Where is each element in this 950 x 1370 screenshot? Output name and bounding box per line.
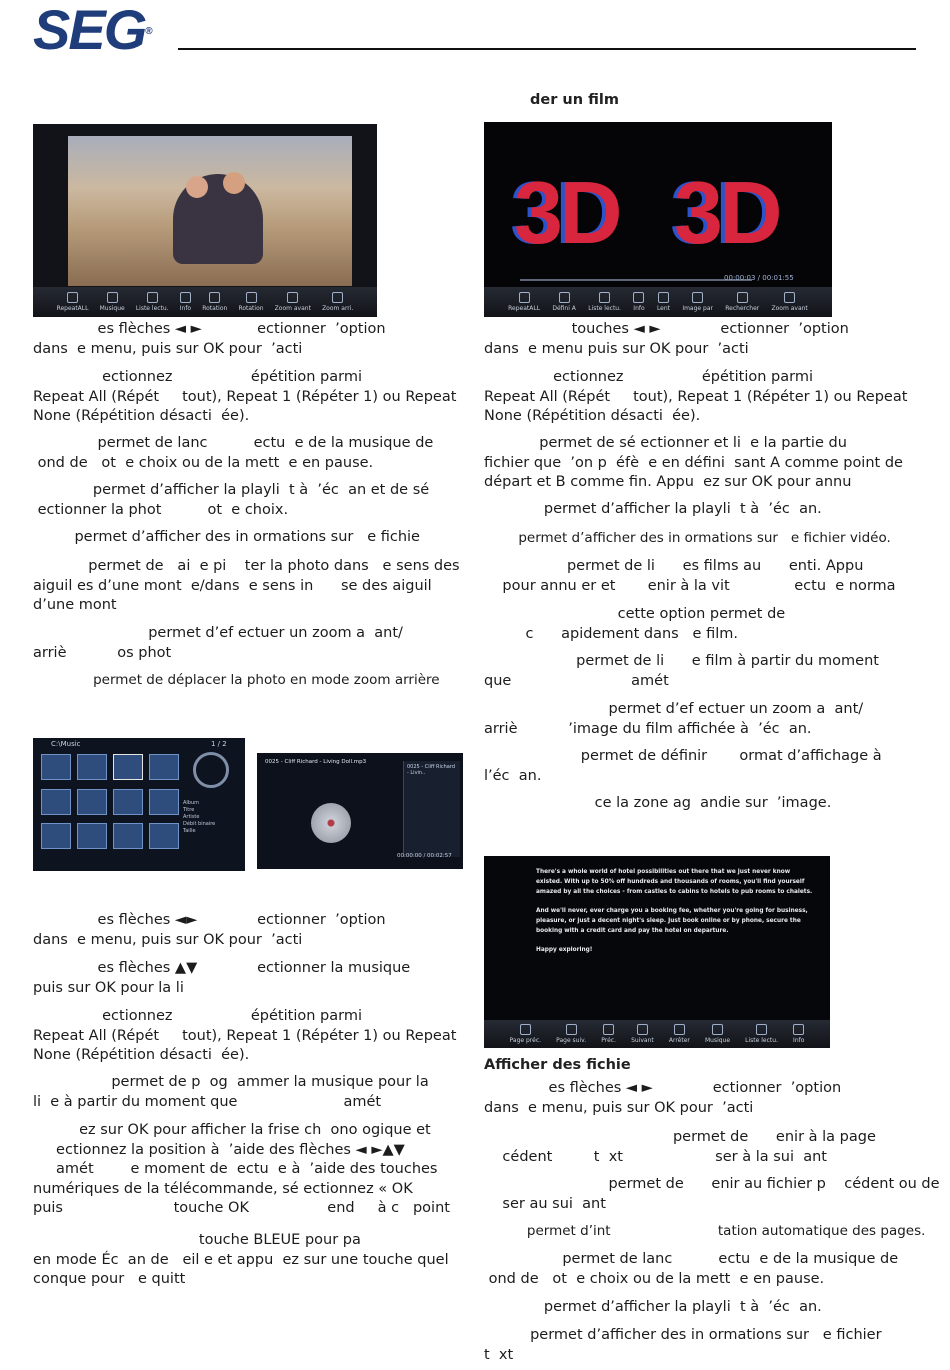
instruction-paragraph: es flèches ◄► ectionner ’option dans e menu, puis sur OK pour ’acti	[33, 912, 386, 948]
track-time: 00:00:00 / 00:02:57	[397, 853, 452, 859]
toolbar-icon	[519, 292, 530, 303]
video-toolbar	[484, 287, 832, 317]
toolbar-icon	[637, 1024, 648, 1035]
page-indicator: 1 / 2	[211, 740, 227, 748]
text-viewer-screenshot	[484, 856, 830, 1048]
instruction-paragraph: ez sur OK pour afficher la frise ch ono ogique et ectionnez la position à ’aide des flèches ◄ ►▲▼ amét e moment de ectu e à ’aide des touches numériques de la télécommande, sé ectionnez « OK puis touche OK end à c point	[33, 1122, 450, 1216]
instruction-paragraph: permet de p og ammer la musique pour la li e à partir du moment que amét	[33, 1074, 429, 1110]
toolbar-button[interactable]	[275, 292, 311, 313]
toolbar-button[interactable]	[57, 292, 89, 313]
toolbar-label: Image par	[682, 304, 713, 312]
instruction-paragraph: permet d’afficher la playli t à ’éc an.	[484, 1299, 822, 1315]
music-file-icon[interactable]	[77, 789, 107, 815]
toolbar-icon	[107, 292, 118, 303]
instruction-paragraph: permet d’ef ectuer un zoom a ant/ arriè ’image du film affichée à ’éc an.	[484, 701, 864, 737]
playlist-item[interactable]: 0025 - Cliff Richard - Livin..	[407, 764, 455, 776]
toolbar-icon	[147, 292, 158, 303]
text-line: There's a whole world of hotel possibilities out there that we just never know	[536, 869, 791, 875]
photo-toolbar	[33, 287, 377, 317]
toolbar-label: Musique	[99, 304, 125, 312]
instruction-paragraph: permet d’afficher des in ormations sur e fichier t xt	[484, 1327, 882, 1363]
toolbar-label: Défini A	[552, 304, 576, 312]
toolbar-icon	[180, 292, 191, 303]
toolbar-button[interactable]	[633, 292, 644, 313]
toolbar-label: Musique	[704, 1036, 731, 1044]
text-line: And we'll never, ever charge you a booking fee, whether you're going for business,	[536, 908, 808, 915]
toolbar-icon	[332, 292, 343, 303]
track-title: 0025 - Cliff Richard - Living Doll.mp3	[265, 759, 367, 765]
toolbar-label: Zoom avant	[771, 304, 808, 312]
toolbar-button[interactable]	[508, 292, 540, 313]
instruction-paragraph: permet de lanc ectu e de la musique de ond de ot e choix ou de la mett e en pause.	[488, 1251, 899, 1287]
desert-photo	[68, 136, 352, 286]
toolbar-icon	[784, 292, 795, 303]
music-grid	[41, 754, 181, 854]
instruction-paragraph: permet de li es films au enti. Appu pour annu er et enir à la vit ectu e norma	[502, 558, 896, 594]
toolbar-button[interactable]	[772, 292, 808, 313]
cd-icon	[311, 803, 351, 843]
video-time: 00:00:03 / 00:01:55	[724, 274, 794, 282]
toolbar-button[interactable]	[238, 292, 263, 313]
toolbar-button[interactable]	[510, 1024, 541, 1045]
instruction-paragraph: touches ◄ ► ectionner ’option dans e menu puis sur OK pour ’acti	[484, 321, 849, 357]
toolbar-icon	[737, 292, 748, 303]
music-file-icon[interactable]	[149, 823, 179, 849]
toolbar-button[interactable]	[657, 292, 670, 313]
music-browser-screenshot	[33, 738, 245, 871]
right-heading: der un film	[530, 92, 619, 108]
toolbar-button[interactable]	[705, 1024, 730, 1045]
toolbar-button[interactable]	[793, 1024, 804, 1045]
disc-icon	[193, 752, 229, 788]
instruction-paragraph: permet de li e film à partir du moment que amét	[484, 653, 879, 689]
toolbar-button[interactable]	[745, 1024, 778, 1045]
music-file-icon[interactable]	[41, 789, 71, 815]
instruction-paragraph: permet de sé ectionner et li e la partie du fichier que ’on p éfè e en défini sant A comme point de départ et B comme fin. Appu ez sur OK pour annu	[484, 435, 903, 490]
header-rule	[178, 48, 916, 50]
toolbar-label: Arrêter	[668, 1036, 690, 1044]
toolbar-label: RepeatALL	[508, 304, 541, 312]
music-file-icon[interactable]	[113, 789, 143, 815]
instruction-paragraph: permet de lanc ectu e de la musique de ond de ot e choix ou de la mett e en pause.	[37, 435, 434, 471]
toolbar-label: Lent	[656, 304, 671, 312]
playlist-panel	[403, 761, 460, 857]
toolbar-icon	[599, 292, 610, 303]
text-content	[536, 868, 812, 956]
toolbar-label: Info	[793, 1036, 805, 1044]
toolbar-icon	[712, 1024, 723, 1035]
toolbar-button[interactable]	[180, 292, 191, 313]
text-files-heading: Afficher des fichie	[484, 1057, 631, 1073]
3d-logo-right: 3D	[674, 163, 779, 262]
instruction-paragraph: ectionnez épétition parmi Repeat All (Répét tout), Repeat 1 (Répéter 1) ou Repeat None (Répétition désacti ée).	[33, 1008, 457, 1063]
video-progress-bar[interactable]	[520, 279, 752, 281]
instruction-paragraph: permet d’afficher la playli t à ’éc an et de sé ectionner la phot ot e choix.	[37, 482, 430, 518]
instruction-paragraph: permet de enir à la page cédent t xt ser à la sui ant	[502, 1129, 876, 1165]
toolbar-label: Rechercher	[725, 304, 760, 312]
toolbar-label: Préc.	[601, 1036, 616, 1044]
instruction-paragraph: permet d’afficher des in ormations sur e fichie	[33, 529, 420, 545]
instruction-paragraph: ectionnez épétition parmi Repeat All (Répét tout), Repeat 1 (Répéter 1) ou Repeat None (Répétition désacti ée).	[33, 369, 457, 424]
music-file-icon[interactable]	[77, 823, 107, 849]
toolbar-label: Page suiv.	[556, 1036, 587, 1044]
text-line: Happy exploring!	[536, 947, 593, 954]
instruction-paragraph: permet d’int tation automatique des pages.	[484, 1223, 926, 1239]
music-file-icon[interactable]	[149, 789, 179, 815]
toolbar-label: Liste lectu.	[135, 304, 169, 312]
text-line: existed. With up to 50% off hundreds and thousands of rooms, you'll find yourself	[536, 878, 805, 885]
toolbar-button[interactable]	[202, 292, 227, 313]
toolbar-icon	[658, 292, 669, 303]
toolbar-icon	[692, 292, 703, 303]
instruction-paragraph: ce la zone ag andie sur ’image.	[484, 795, 832, 811]
instruction-paragraph: permet de enir au fichier p cédent ou de ser au sui ant	[502, 1176, 940, 1212]
toolbar-label: Info	[633, 304, 645, 312]
toolbar-label: Info	[179, 304, 192, 312]
toolbar-icon	[559, 292, 570, 303]
toolbar-icon	[287, 292, 298, 303]
toolbar-button[interactable]	[725, 292, 759, 313]
folder-path: C:\Music	[51, 740, 81, 748]
toolbar-icon	[209, 292, 220, 303]
toolbar-label: Rotation	[202, 304, 228, 312]
instruction-paragraph: es flèches ▲▼ ectionner la musique puis sur OK pour la li	[33, 960, 411, 996]
instruction-paragraph: permet de ai e pi ter la photo dans e sens des aiguil es d’une mont e/dans e sens in se des aiguil d’une mont	[33, 558, 460, 613]
text-toolbar	[484, 1020, 830, 1048]
music-meta: Album Titre Artiste Débit binaire Taille	[183, 800, 216, 834]
toolbar-button[interactable]	[136, 292, 169, 313]
music-player-screenshot	[257, 753, 463, 869]
toolbar-button[interactable]	[100, 292, 125, 313]
music-file-icon[interactable]	[41, 754, 71, 780]
instruction-paragraph: permet d’afficher des in ormations sur e fichier vidéo.	[484, 530, 891, 546]
toolbar-button[interactable]	[556, 1024, 586, 1045]
toolbar-button[interactable]	[588, 292, 621, 313]
toolbar-button[interactable]	[669, 1024, 690, 1045]
instruction-paragraph: ectionnez épétition parmi Repeat All (Répét tout), Repeat 1 (Répéter 1) ou Repeat None (Répétition désacti ée).	[484, 369, 908, 424]
text-line: booking with a credit card and pay the hotel on departure.	[536, 927, 729, 934]
toolbar-icon	[520, 1024, 531, 1035]
music-file-icon[interactable]	[113, 823, 143, 849]
toolbar-label: Zoom avant	[274, 304, 311, 312]
text-line	[536, 937, 812, 947]
instruction-paragraph: touche BLEUE pour pa en mode Éc an de eil e et appu ez sur une touche quel conque pour e quitt	[33, 1232, 449, 1287]
toolbar-icon	[756, 1024, 767, 1035]
toolbar-label: Page préc.	[509, 1036, 542, 1044]
toolbar-icon	[674, 1024, 685, 1035]
toolbar-button[interactable]	[682, 292, 713, 313]
toolbar-label: Liste lectu.	[588, 304, 622, 312]
instruction-paragraph: permet d’afficher la playli t à ’éc an.	[484, 501, 822, 517]
toolbar-button[interactable]	[601, 1024, 616, 1045]
music-file-icon[interactable]	[149, 754, 179, 780]
toolbar-icon	[603, 1024, 614, 1035]
photo-viewer-screenshot	[33, 124, 377, 317]
toolbar-icon	[246, 292, 257, 303]
toolbar-icon	[633, 292, 644, 303]
video-player-screenshot	[484, 122, 832, 317]
music-file-icon[interactable]	[113, 754, 143, 780]
toolbar-label: Rotation	[238, 304, 264, 312]
toolbar-icon	[566, 1024, 577, 1035]
3d-logo-left: 3D	[514, 163, 619, 262]
toolbar-button[interactable]	[552, 292, 576, 313]
brand-logo: SEG®	[33, 0, 153, 61]
text-line	[536, 897, 812, 907]
toolbar-label: RepeatALL	[56, 304, 89, 312]
toolbar-icon	[67, 292, 78, 303]
toolbar-icon	[793, 1024, 804, 1035]
instruction-paragraph: permet d’ef ectuer un zoom a ant/ arriè os phot	[33, 625, 403, 661]
toolbar-button[interactable]	[631, 1024, 654, 1045]
toolbar-label: Suivant	[631, 1036, 654, 1044]
text-line: pleasure, or just a decent night's sleep. Just book online or by phone, secure the	[536, 917, 801, 924]
instruction-paragraph: permet de déplacer la photo en mode zoom arrière	[33, 672, 440, 688]
music-file-icon[interactable]	[41, 823, 71, 849]
text-line: amazed by all the choices - from castles to cabins to hotels to pub rooms to chalets.	[536, 888, 813, 895]
instruction-paragraph: es flèches ◄ ► ectionner ’option dans e menu, puis sur OK pour ’acti	[484, 1080, 842, 1116]
toolbar-button[interactable]	[322, 292, 353, 313]
instruction-paragraph: permet de définir ormat d’affichage à l’éc an.	[484, 748, 882, 784]
toolbar-label: Zoom arri.	[322, 304, 354, 312]
toolbar-label: Liste lectu.	[745, 1036, 778, 1044]
instruction-paragraph: cette option permet de c apidement dans e film.	[525, 606, 786, 642]
music-file-icon[interactable]	[77, 754, 107, 780]
instruction-paragraph: es flèches ◄ ► ectionner ’option dans e menu, puis sur OK pour ’acti	[33, 321, 386, 357]
